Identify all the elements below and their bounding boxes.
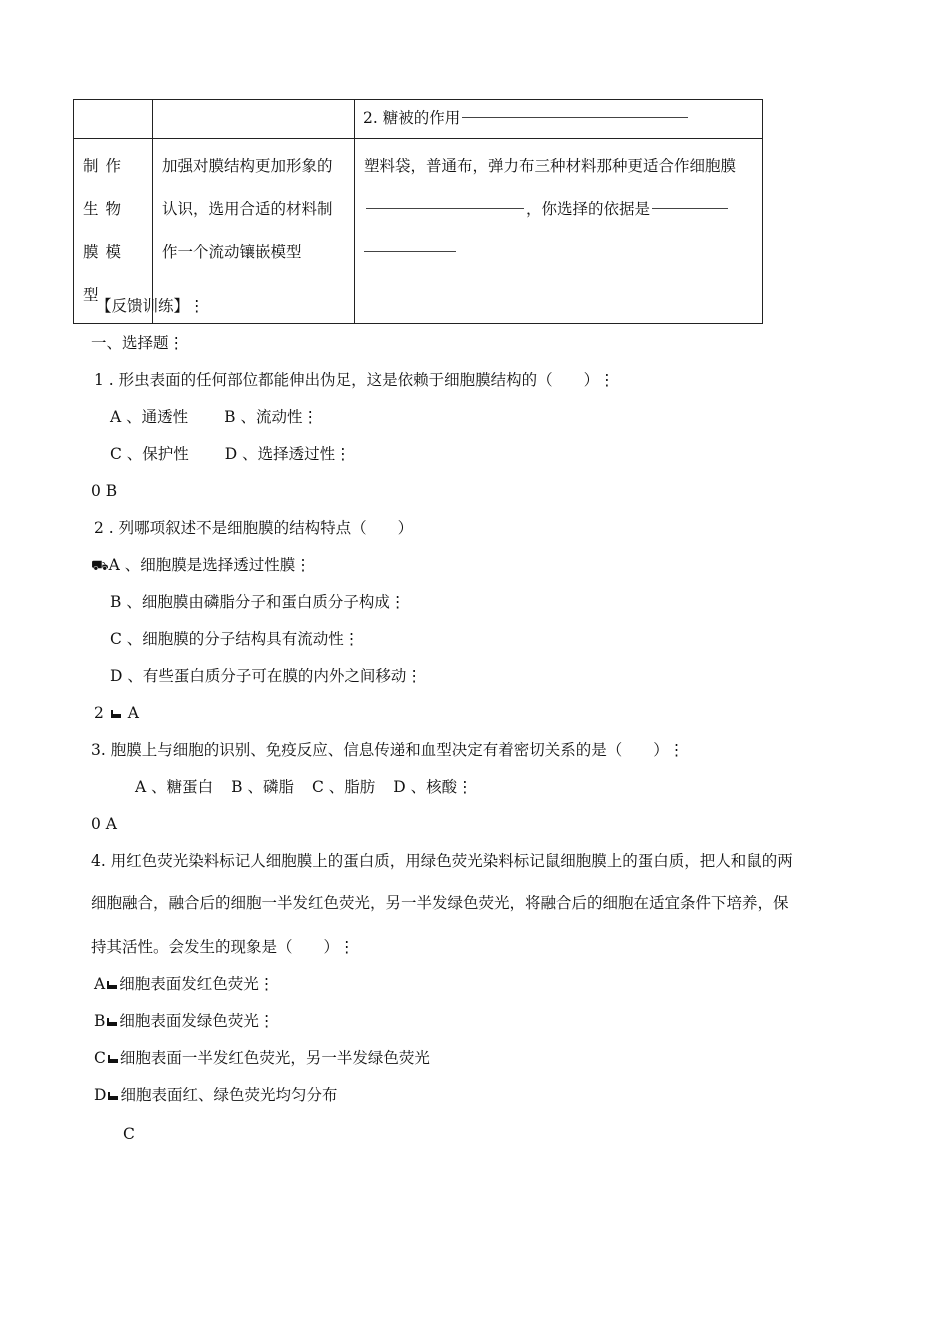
question-2-stem: 2 . 列哪项叙述不是细胞膜的结构特点（ ） [94,519,414,537]
option-d: D 、选择透过性⋮ [224,445,351,463]
table-cell [153,100,355,139]
option-d: D 、核酸⋮ [393,778,473,796]
question-3-stem: 3. 胞膜上与细胞的识别、免疫反应、信息传递和血型决定有着密切关系的是（ ）⋮ [91,741,685,759]
answer-blank[interactable] [366,207,524,209]
material-question: 塑料袋，普通布，弹力布三种材料那种更适合作细胞膜 [364,157,737,175]
question-4-option-c: C 细胞表面一半发红色荧光，另一半发绿色荧光 [94,1049,430,1067]
answer-blank[interactable] [652,207,728,209]
question-2-answer: 2 A [94,704,139,722]
bracket-mark-icon [110,707,122,719]
table-cell [355,100,763,139]
activity-name: 制作生物膜模型 [83,157,129,304]
bracket-mark-icon [106,978,118,990]
bracket-mark-icon [106,1015,118,1027]
option-b: B 、流动性⋮ [224,408,318,426]
question-4-stem-line-3: 持其活性。会发生的现象是（ ）⋮ [91,938,355,956]
question-3-answer: 0 A [91,815,117,833]
answer-blank[interactable] [364,250,456,252]
question-4-option-d: D 细胞表面红、绿色荧光均匀分布 [94,1086,338,1104]
question-2-option-a: ⛟A 、细胞膜是选择透过性膜⋮ [91,556,311,574]
question-4-answer: C [123,1125,135,1143]
option-a: A 、通透性 [110,408,189,426]
option-c: C 、保护性 [110,445,189,463]
option-c: C 、脂肪 [311,778,376,796]
table-row [74,100,763,139]
question-4-option-a: A 细胞表面发红色荧光⋮ [94,975,275,993]
bracket-mark-icon [107,1052,119,1064]
question-4-stem-line-2: 细胞融合，融合后的细胞一半发红色荧光，另一半发绿色荧光，将融合后的细胞在适宜条件下培养，保 [91,894,789,912]
question-1-stem: 1 . 形虫表面的任何部位都能伸出伪足，这是依赖于细胞膜结构的（ ）⋮ [94,371,615,389]
option-a: A 、糖蛋白 [135,778,214,796]
reason-question: ，你选择的依据是 [526,200,651,218]
question-3-options-row [135,777,473,797]
question-2-option-d: D 、有些蛋白质分子可在膜的内外之间移动⋮ [110,667,422,685]
activity-goal: 加强对膜结构更加形象的认识，选用合适的材料制作一个流动镶嵌模型 [162,157,333,261]
question-1-answer: 0 B [91,482,118,500]
option-b: B 、磷脂 [231,778,294,796]
glycocalyx-function-prompt: 2. 糖被的作用 [363,109,461,127]
bracket-mark-icon [107,1089,119,1101]
section-heading: 一、选择题⋮ [91,334,185,352]
answer-blank[interactable] [462,116,688,118]
table-cell [355,139,763,324]
question-2-option-c: C 、细胞膜的分子结构具有流动性⋮ [110,630,360,648]
question-2-option-b: B 、细胞膜由磷脂分子和蛋白质分子构成⋮ [110,593,406,611]
question-4-stem-line-1: 4. 用红色荧光染料标记人细胞膜上的蛋白质，用绿色荧光染料标记鼠细胞膜上的蛋白质，把人和鼠的两 [91,852,793,870]
bicycle-symbol-icon: ⛟ [91,558,109,574]
table-cell [74,100,153,139]
feedback-heading: 【反馈训练】⋮ [96,297,205,315]
activity-table [73,99,763,324]
question-1-options-row [110,444,351,464]
question-1-options-row [110,407,318,427]
question-4-option-b: B 细胞表面发绿色荧光⋮ [94,1012,275,1030]
